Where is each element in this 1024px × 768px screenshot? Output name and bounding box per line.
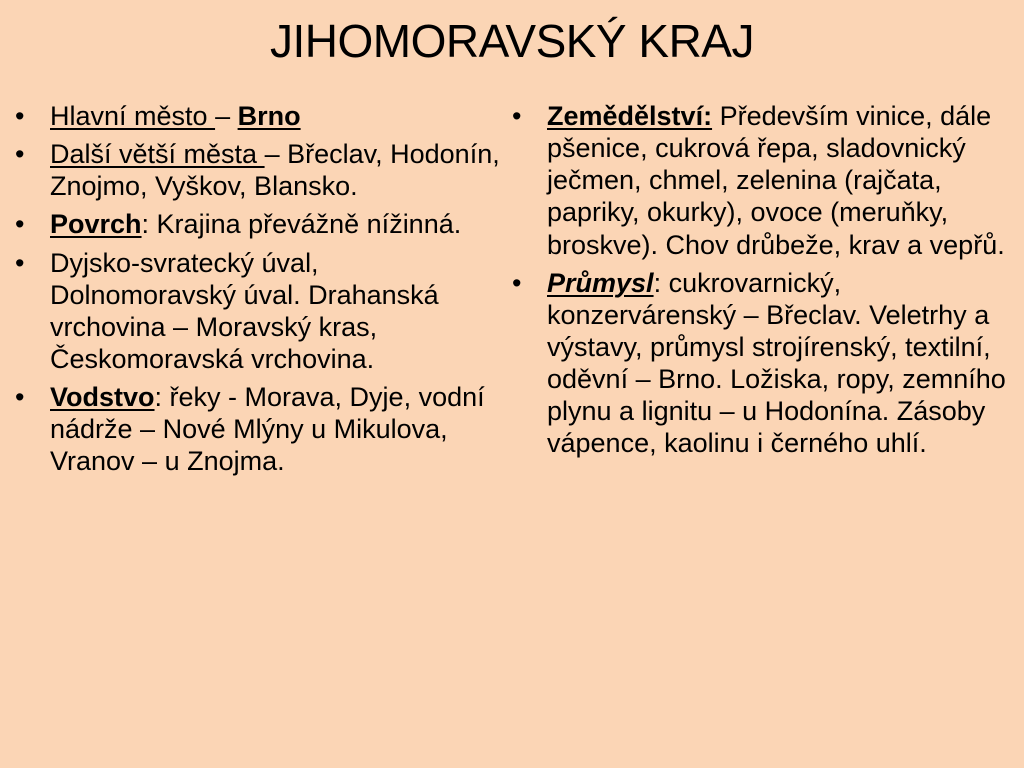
cities-label: Další větší města [50, 139, 265, 170]
capital-value: Brno [237, 101, 301, 131]
slide-title: JIHOMORAVSKÝ KRAJ [270, 15, 754, 67]
water-text: : řeky - Morava, Dyje, vodní nádrže – Nové Mlýny u Mikulova, Vranov – u Znojma. [50, 382, 485, 477]
surface-text: : Krajina převážně nížinná. [141, 209, 462, 240]
cities-item [15, 138, 507, 202]
bullet-icon: • [512, 101, 522, 131]
agriculture-label: Zemědělství: [547, 101, 713, 131]
industry-text: : cukrovarnický, konzervárenský – Břeclav. Veletrhy a výstavy, průmysl strojírenský, textilní, oděvní – Brno. Ložiska, ropy, zemního plynu a lignitu – u Hodonína. Zásoby vápence, kaolinu i černého uhlí. [547, 267, 1006, 459]
valleys-item [15, 247, 507, 376]
right-column-list [512, 100, 1012, 465]
capital-item [15, 100, 507, 132]
left-column-list [15, 100, 507, 483]
capital-dash: – [215, 101, 238, 131]
agriculture-item [512, 100, 1012, 261]
capital-label: Hlavní město [50, 101, 216, 131]
bullet-icon: • [15, 101, 25, 131]
bullet-icon: • [15, 139, 25, 170]
agriculture-text: Především vinice, dále pšenice, cukrová řepa, sladovnický ječmen, chmel, zelenina (rajčata, papriky, okurky), ovoce (meruňky, broskve). Chov drůbeže, krav a vepřů. [547, 101, 1005, 260]
valleys-text: Dyjsko-svratecký úval, Dolnomoravský úval. Drahanská vrchovina – Moravský kras, Českomoravská vrchovina. [50, 247, 439, 374]
water-item [15, 381, 507, 477]
water-label: Vodstvo [50, 382, 155, 412]
cities-text: – Břeclav, Hodonín, Znojmo, Vyškov, Blansko. [50, 139, 500, 202]
industry-label: Průmysl [547, 267, 654, 298]
bullet-icon: • [512, 267, 522, 298]
bullet-icon: • [15, 382, 25, 412]
industry-item [512, 267, 1012, 460]
bullet-icon: • [15, 247, 25, 278]
surface-item [15, 208, 507, 240]
surface-label: Povrch [50, 209, 142, 240]
bullet-icon: • [15, 209, 25, 240]
